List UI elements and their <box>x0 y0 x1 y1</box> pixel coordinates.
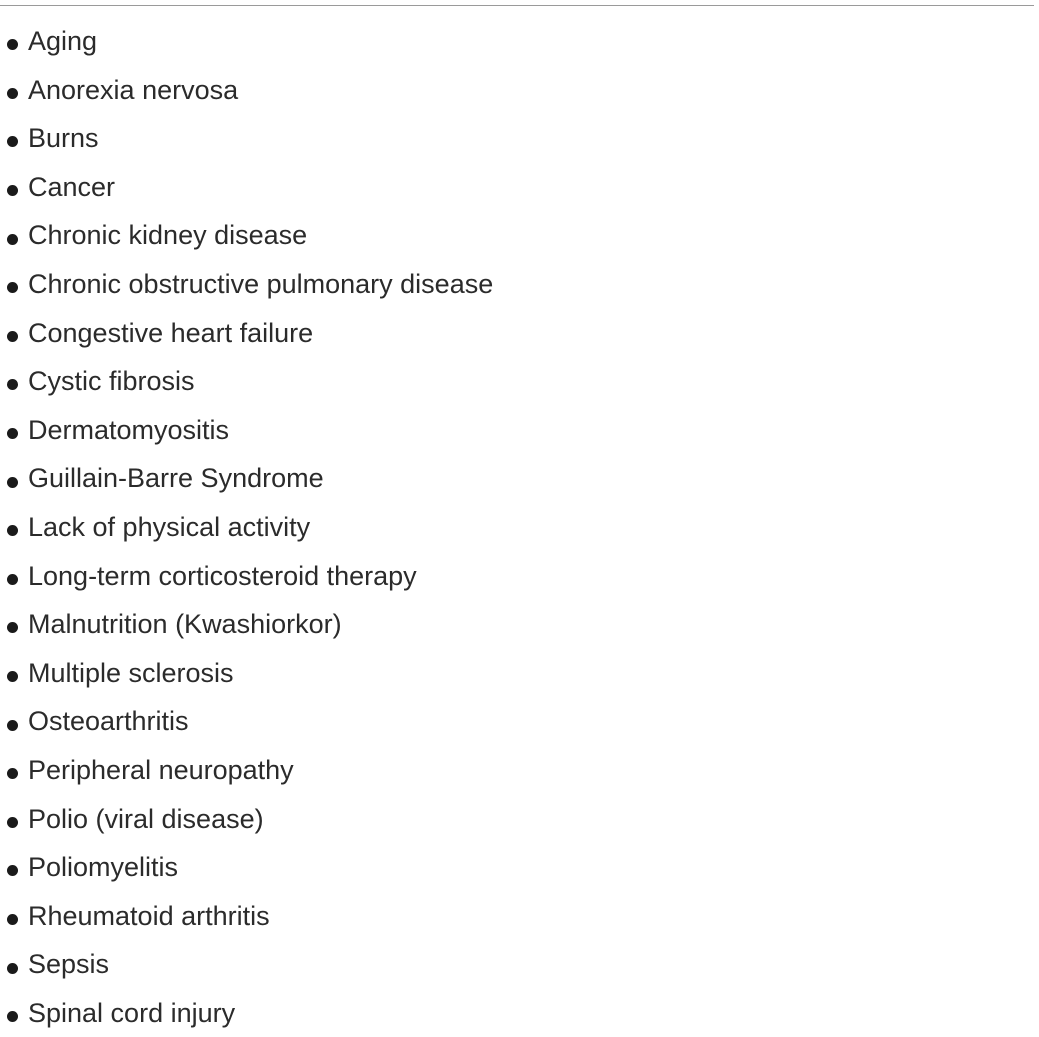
list-item <box>0 211 493 260</box>
bullet-icon <box>7 136 18 147</box>
list-item-label: Sepsis <box>28 949 110 980</box>
condition-list <box>0 17 493 1037</box>
list-item <box>0 795 493 844</box>
bullet-icon <box>7 720 18 731</box>
list-item <box>0 843 493 892</box>
bullet-icon <box>7 39 18 50</box>
list-item-label: Congestive heart failure <box>28 317 314 348</box>
list-item <box>0 406 493 455</box>
list-item-label: Polio (viral disease) <box>28 803 264 834</box>
list-item-label: Multiple sclerosis <box>28 657 234 688</box>
list-item <box>0 66 493 115</box>
list-item <box>0 552 493 601</box>
list-item <box>0 697 493 746</box>
list-item-label: Cancer <box>28 171 116 202</box>
bullet-icon <box>7 234 18 245</box>
bullet-icon <box>7 1011 18 1022</box>
list-item-label: Anorexia nervosa <box>28 74 239 105</box>
bullet-icon <box>7 185 18 196</box>
list-item <box>0 17 493 66</box>
list-item <box>0 454 493 503</box>
bullet-icon <box>7 817 18 828</box>
list-item <box>0 357 493 406</box>
list-item <box>0 600 493 649</box>
list-item <box>0 989 493 1037</box>
list-item-label: Dermatomyositis <box>28 414 230 445</box>
list-item-label: Rheumatoid arthritis <box>28 900 270 931</box>
list-item-label: Malnutrition (Kwashiorkor) <box>28 609 342 640</box>
top-divider <box>0 5 1034 6</box>
list-item <box>0 746 493 795</box>
list-item-label: Chronic kidney disease <box>28 220 308 251</box>
list-item-label: Cystic fibrosis <box>28 366 195 397</box>
bullet-icon <box>7 865 18 876</box>
list-item <box>0 309 493 358</box>
bullet-icon <box>7 525 18 536</box>
list-item-label: Long-term corticosteroid therapy <box>28 560 417 591</box>
list-item-label: Poliomyelitis <box>28 852 179 883</box>
list-item-label: Chronic obstructive pulmonary disease <box>28 268 494 299</box>
list-item-label: Osteoarthritis <box>28 706 189 737</box>
bullet-icon <box>7 477 18 488</box>
bullet-icon <box>7 622 18 633</box>
list-item <box>0 503 493 552</box>
list-item <box>0 163 493 212</box>
list-item <box>0 114 493 163</box>
bullet-icon <box>7 671 18 682</box>
bullet-icon <box>7 428 18 439</box>
bullet-icon <box>7 379 18 390</box>
list-item-label: Guillain-Barre Syndrome <box>28 463 324 494</box>
bullet-icon <box>7 914 18 925</box>
list-item-label: Aging <box>28 26 98 56</box>
list-item-label: Spinal cord injury <box>28 997 236 1028</box>
list-item <box>0 892 493 941</box>
bullet-icon <box>7 88 18 99</box>
bullet-icon <box>7 331 18 342</box>
bullet-icon <box>7 574 18 585</box>
list-item-label: Lack of physical activity <box>28 511 311 542</box>
bullet-icon <box>7 768 18 779</box>
bullet-icon <box>7 963 18 974</box>
list-item <box>0 649 493 698</box>
list-item <box>0 940 493 989</box>
bullet-icon <box>7 282 18 293</box>
list-item <box>0 260 493 309</box>
list-item-label: Burns <box>28 123 99 154</box>
list-item-label: Peripheral neuropathy <box>28 754 294 785</box>
